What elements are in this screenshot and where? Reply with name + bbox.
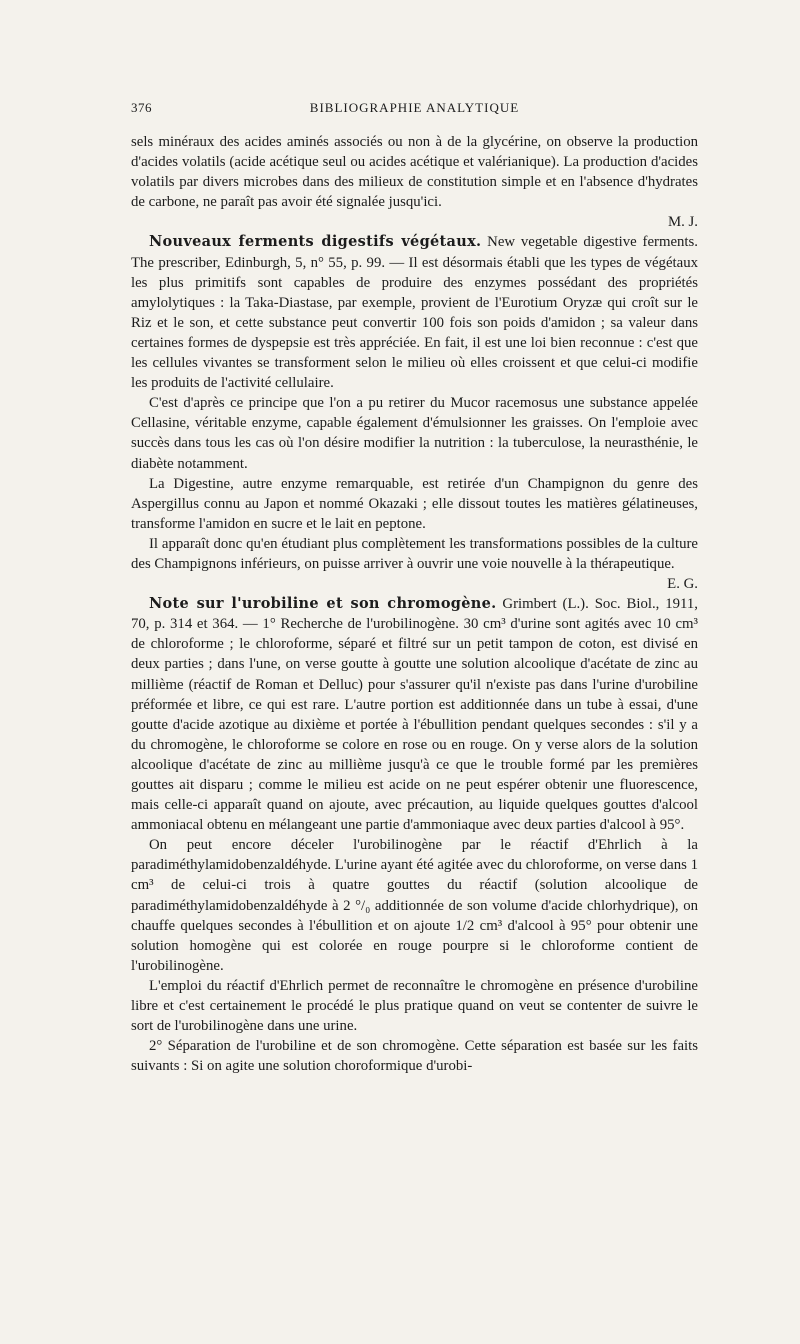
paragraph: L'emploi du réactif d'Ehrlich permet de reconnaître le chromogène en présence d'urobiline libre et c'est certainement le procédé le plus pratique quand on veut se contenter de suivre le sort de l'urobilinogène dans une urine. <box>131 977 698 1035</box>
paragraph: C'est d'après ce principe que l'on a pu retirer du Mucor racemosus une substance appelée Cellasine, véritable enzyme, capable également d'émulsionner les graisses. On l'emploie avec succès dans tous les cas où l'on désire modifier la nutrition : la tuberculose, la neurasthénie, le diabète notamment. <box>131 395 698 472</box>
paragraph-text: Il apparaît donc qu'en étudiant plus complètement les transformations possibles de la culture des Champignons inférieurs, on puisse arriver à ouvrir une voie nouvelle à la thérapeutique. <box>131 535 698 572</box>
running-title: BIBLIOGRAPHIE ANALYTIQUE <box>309 100 520 115</box>
article-title: Note sur l'urobiline et son chromogène. <box>149 595 497 613</box>
text-body <box>131 132 698 1076</box>
paragraph <box>131 534 698 594</box>
paragraph: La Digestine, autre enzyme remarquable, est retirée d'un Champignon du genre des Aspergillus connu au Japon et nommé Okazaki ; elle dissout toutes les matières gélatineuses, transforme l'amidon en sucre et le lait en peptone. <box>131 475 698 532</box>
paragraph: On peut encore déceler l'urobilinogène par le réactif d'Ehrlich à la paradiméthylamidobenzaldéhyde. L'urine ayant été agitée avec du chloroforme, on verse dans 1 cm³ de celui-ci trois à quatre gouttes du réactif (solution alcoolique de paradiméthylamidobenzaldéhyde à 2 °/₀ additionnée de son volume d'acide chlorhydrique), on chauffe quelques secondes à l'ébullition et on ajoute 1/2 cm³ d'alcool à 95° pour obtenir une solution homogène qui est colorée en rouge pourpre si le chloroforme contient de l'urobilinogène. <box>131 837 698 974</box>
paragraph-text: Grimbert (L.). Soc. Biol., 1911, 70, p. 314 et 364. — 1° Recherche de l'urobilinogène. 30 cm³ d'urine sont agités avec 10 cm³ de chloroforme ; le chloroforme, séparé et filtré sur un petit tampon de coton, est divisé en deux parties ; dans l'une, on verse goutte à goutte une solution alcoolique d'acétate de zinc au millième (réactif de Roman et Delluc) pour s'assurer qu'il n'existe pas dans l'urine d'urobiline préformée et libre, ce qui est rare. L'autre portion est additionnée dans un tube à essai, d'une goutte d'acide azotique au dixième et portée à l'ébullition pendant quelques secondes : s'il y a du chromogène, le chloroforme se colore en rose ou en rouge. On y verse alors de la solution alcoolique d'acétate de zinc au millième jusqu'à ce que le trouble formé par les premières gouttes ait disparu ; comme le milieu est acide on ne peut espérer obtenir une fluorescence, mais celle-ci apparaît quand on ajoute, avec précaution, au liquide quelques gouttes d'alcool ammoniacal obtenu en mélangeant une partie d'ammoniaque avec deux parties d'alcool à 95°. <box>131 596 698 834</box>
signature: E. G. <box>667 576 698 593</box>
article-entry <box>131 594 698 835</box>
paragraph: 2° Séparation de l'urobiline et de son chromogène. Cette séparation est basée sur les faits suivants : Si on agite une solution choroformique d'urobi- <box>131 1038 698 1075</box>
paragraph-text: New vegetable digestive ferments. The prescriber, Edinburgh, 5, n° 55, p. 99. — Il est désormais établi que les types de végétaux les plus primitifs sont capables de produire des enzymes possédant des propriétés amylolytiques : la Taka-Diastase, par exemple, provient de l'Eurotium Oryzæ qui croît sur le Riz et le son, et cette substance peut convertir 100 fois son poids d'amidon ; sa valeur dans certaines formes de dyspepsie est très appréciée. En fait, il est une loi bien reconnue : c'est que les cellules vivantes se transforment selon le milieu où elles croissent et que celui-ci modifie les produits de l'activité cellulaire. <box>131 234 698 392</box>
running-header <box>131 100 698 116</box>
paragraph-text: sels minéraux des acides aminés associés ou non à de la glycérine, on observe la production d'acides volatils (acide acétique seul ou acides acétique et valérianique). La production d'acides volatils par divers microbes dans des milieux de constitution simple et en l'absence d'hydrates de carbone, ne paraît pas avoir été signalée jusqu'ici. <box>131 134 698 211</box>
page-number: 376 <box>131 100 152 115</box>
page-content <box>131 100 698 1076</box>
paragraph <box>131 132 698 232</box>
signature: M. J. <box>667 214 698 231</box>
article-entry <box>131 232 698 393</box>
article-title: Nouveaux ferments digestifs végétaux. <box>149 233 482 251</box>
